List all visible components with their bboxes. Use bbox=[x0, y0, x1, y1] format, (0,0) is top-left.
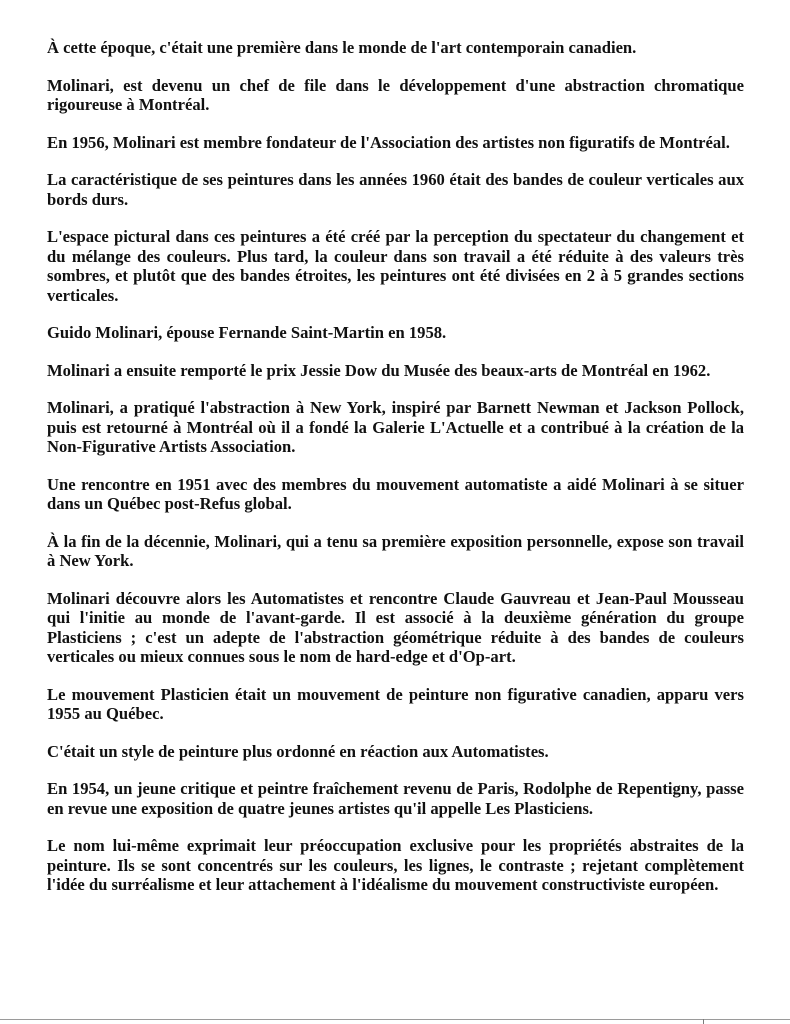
paragraph-1: À cette époque, c'était une première dans le monde de l'art contemporain canadien. bbox=[47, 38, 637, 57]
paragraph-3: En 1956, Molinari est membre fondateur de l'Association des artistes non figuratifs de Montréal. bbox=[47, 132, 730, 152]
paragraph-13: C'était un style de peinture plus ordonné en réaction aux Automatistes. bbox=[47, 741, 549, 761]
paragraph-4: La caractéristique de ses peintures dans les années 1960 était des bandes de couleur verticales aux bords durs. bbox=[47, 170, 744, 209]
paragraph-10: À la fin de la décennie, Molinari, qui a tenu sa première exposition personnelle, expose son travail à New York. bbox=[47, 531, 744, 570]
paragraph-2: Molinari, est devenu un chef de file dans le développement d'une abstraction chromatique rigoureuse à Montréal. bbox=[47, 75, 744, 114]
document-body bbox=[47, 38, 744, 913]
page-bottom-tick bbox=[703, 1019, 704, 1024]
page-bottom-rule bbox=[0, 1019, 790, 1020]
paragraph-5: L'espace pictural dans ces peintures a été créé par la perception du spectateur du changement et du mélange des couleurs. Plus tard, la couleur dans son travail a été réduite à des valeurs très sombres, et plutôt que des bandes étroites, les peintures ont été divisées en 2 à 5 grandes sections verticales. bbox=[47, 227, 744, 305]
paragraph-11: Molinari découvre alors les Automatistes et rencontre Claude Gauvreau et Jean-Paul Mousseau qui l'initie au monde de l'avant-garde. Il est associé à la deuxième génération du groupe Plasticiens ; c'est un adepte de l'abstraction géométrique réduite à des bandes de couleurs verticales ou mieux connues sous le nom de hard-edge et d'Op-art. bbox=[47, 588, 744, 666]
paragraph-7: Molinari a ensuite remporté le prix Jessie Dow du Musée des beaux-arts de Montréal en 1962. bbox=[47, 360, 711, 380]
paragraph-9: Une rencontre en 1951 avec des membres du mouvement automatiste a aidé Molinari à se situer dans un Québec post-Refus global. bbox=[47, 474, 744, 513]
paragraph-15: Le nom lui-même exprimait leur préoccupation exclusive pour les propriétés abstraites de la peinture. Ils se sont concentrés sur les couleurs, les lignes, le contraste ; rejetant complètement l'idée du surréalisme et leur attachement à l'idéalisme du mouvement constructiviste européen. bbox=[47, 836, 744, 894]
paragraph-6: Guido Molinari, épouse Fernande Saint-Martin en 1958. bbox=[47, 323, 447, 342]
paragraph-8: Molinari, a pratiqué l'abstraction à New York, inspiré par Barnett Newman et Jackson Pollock, puis est retourné à Montréal où il a fondé la Galerie L'Actuelle et a contribué à la création de la Non-Figurative Artists Association. bbox=[47, 398, 744, 456]
paragraph-14: En 1954, un jeune critique et peintre fraîchement revenu de Paris, Rodolphe de Repentigny, passe en revue une exposition de quatre jeunes artistes qu'il appelle Les Plasticiens. bbox=[47, 779, 744, 818]
paragraph-12: Le mouvement Plasticien était un mouvement de peinture non figurative canadien, apparu vers 1955 au Québec. bbox=[47, 684, 744, 723]
